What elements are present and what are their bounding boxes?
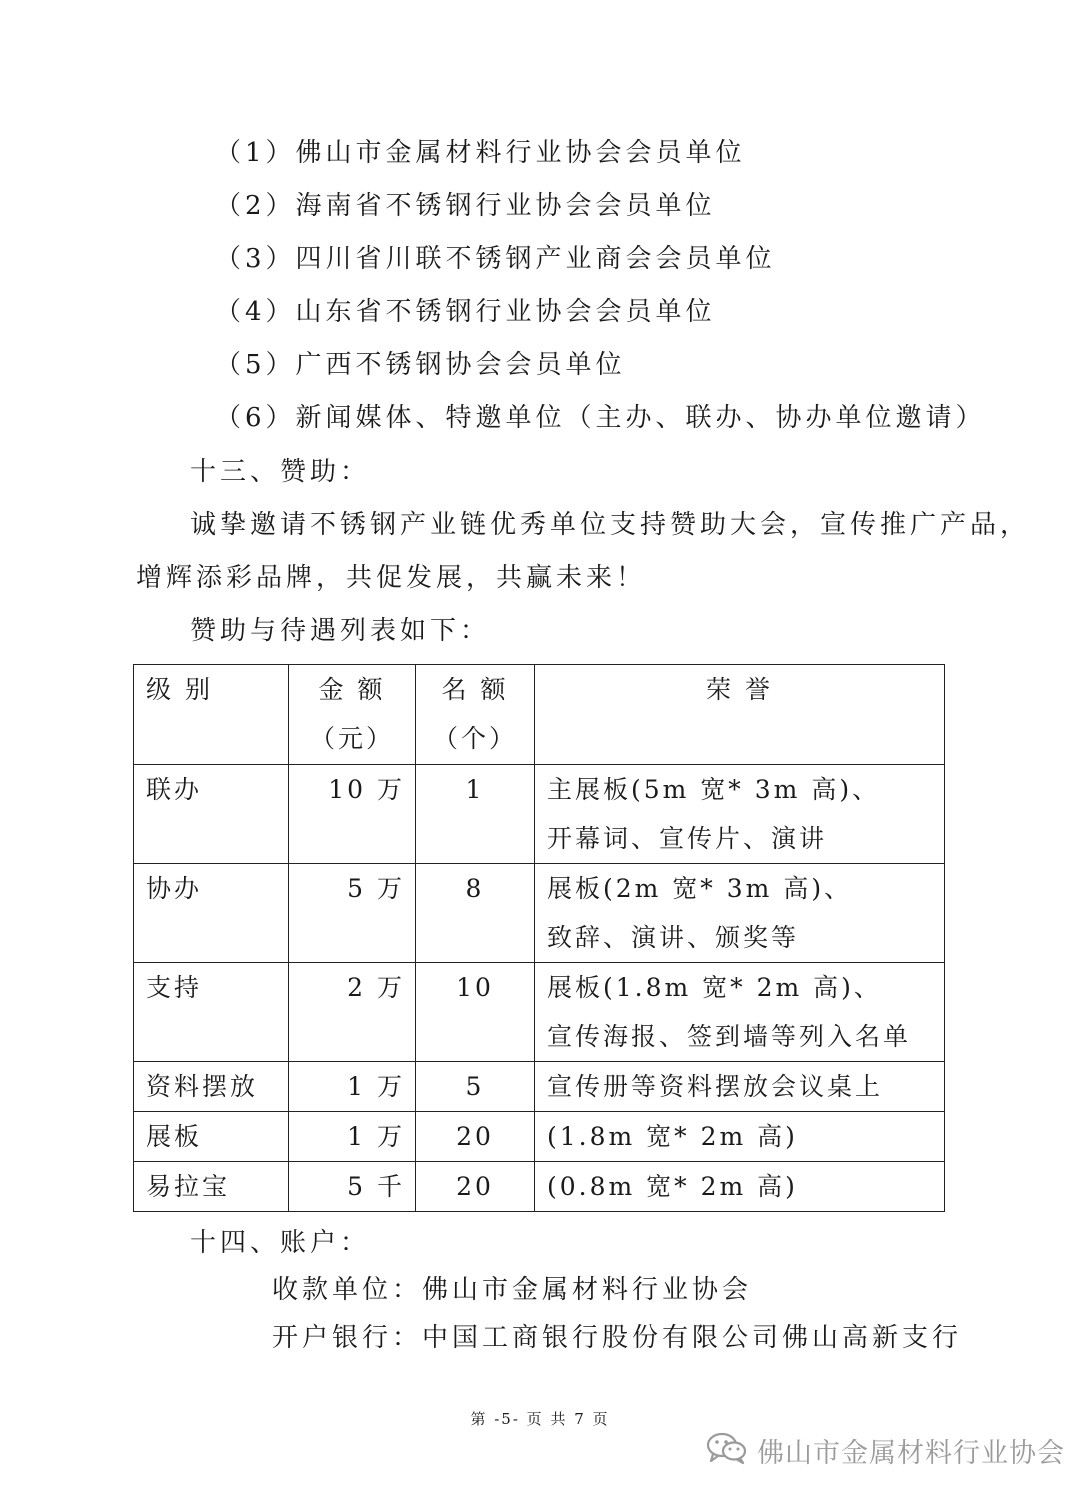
cell-level: 支持 (134, 963, 289, 1062)
header-level: 级 别 (134, 665, 289, 765)
list-item: （1）佛山市金属材料行业协会会员单位 (215, 138, 746, 168)
cell-honor: 主展板(5m 宽* 3m 高)、 开幕词、宣传片、演讲 (535, 765, 945, 864)
table-row (134, 1162, 945, 1212)
list-item: （3）四川省川联不锈钢产业商会会员单位 (215, 244, 776, 274)
paragraph-line: 诚挚邀请不锈钢产业链优秀单位支持赞助大会，宣传推广产品， (190, 510, 1031, 540)
table-row (134, 1112, 945, 1162)
cell-level: 联办 (134, 765, 289, 864)
cell-amount: 5 万 (289, 864, 416, 963)
cell-level: 展板 (134, 1112, 289, 1162)
header-amount: 金 额 （元） (289, 665, 416, 765)
sponsorship-table (133, 664, 945, 1212)
cell-amount: 10 万 (289, 765, 416, 864)
table-row (134, 864, 945, 963)
wechat-icon (705, 1430, 749, 1470)
paragraph-line: 增辉添彩品牌，共促发展，共赢未来！ (136, 563, 647, 593)
cell-amount: 2 万 (289, 963, 416, 1062)
header-honor: 荣 誉 (535, 665, 945, 765)
section-heading: 十四、账户： (190, 1228, 371, 1258)
list-item: （6）新闻媒体、特邀单位（主办、联办、协办单位邀请） (215, 403, 986, 433)
table-row (134, 1062, 945, 1112)
list-item: （5）广西不锈钢协会会员单位 (215, 350, 626, 380)
watermark-text: 佛山市金属材料行业协会 (757, 1437, 1065, 1469)
cell-quota: 20 (416, 1112, 535, 1162)
table-header-row (134, 665, 945, 765)
section-heading: 十三、赞助： (190, 457, 371, 487)
cell-quota: 8 (416, 864, 535, 963)
cell-honor: (0.8m 宽* 2m 高) (535, 1162, 945, 1212)
payee-line: 收款单位：佛山市金属材料行业协会 (272, 1275, 753, 1305)
cell-quota: 10 (416, 963, 535, 1062)
cell-amount: 1 万 (289, 1062, 416, 1112)
cell-amount: 5 千 (289, 1162, 416, 1212)
bank-line: 开户银行：中国工商银行股份有限公司佛山高新支行 (272, 1323, 963, 1353)
cell-quota: 20 (416, 1162, 535, 1212)
cell-level: 协办 (134, 864, 289, 963)
table-row (134, 765, 945, 864)
table-row (134, 963, 945, 1062)
cell-honor: 展板(1.8m 宽* 2m 高)、 宣传海报、签到墙等列入名单 (535, 963, 945, 1062)
cell-quota: 1 (416, 765, 535, 864)
cell-honor: (1.8m 宽* 2m 高) (535, 1112, 945, 1162)
page-number: 第 -5- 页 共 7 页 (470, 1410, 610, 1428)
cell-amount: 1 万 (289, 1112, 416, 1162)
list-item: （2）海南省不锈钢行业协会会员单位 (215, 191, 716, 221)
cell-level: 易拉宝 (134, 1162, 289, 1212)
cell-honor: 宣传册等资料摆放会议桌上 (535, 1062, 945, 1112)
list-item: （4）山东省不锈钢行业协会会员单位 (215, 297, 716, 327)
cell-honor: 展板(2m 宽* 3m 高)、 致辞、演讲、颁奖等 (535, 864, 945, 963)
table-intro: 赞助与待遇列表如下： (190, 616, 491, 646)
cell-quota: 5 (416, 1062, 535, 1112)
header-quota: 名 额 （个） (416, 665, 535, 765)
watermark (705, 1430, 1065, 1470)
cell-level: 资料摆放 (134, 1062, 289, 1112)
